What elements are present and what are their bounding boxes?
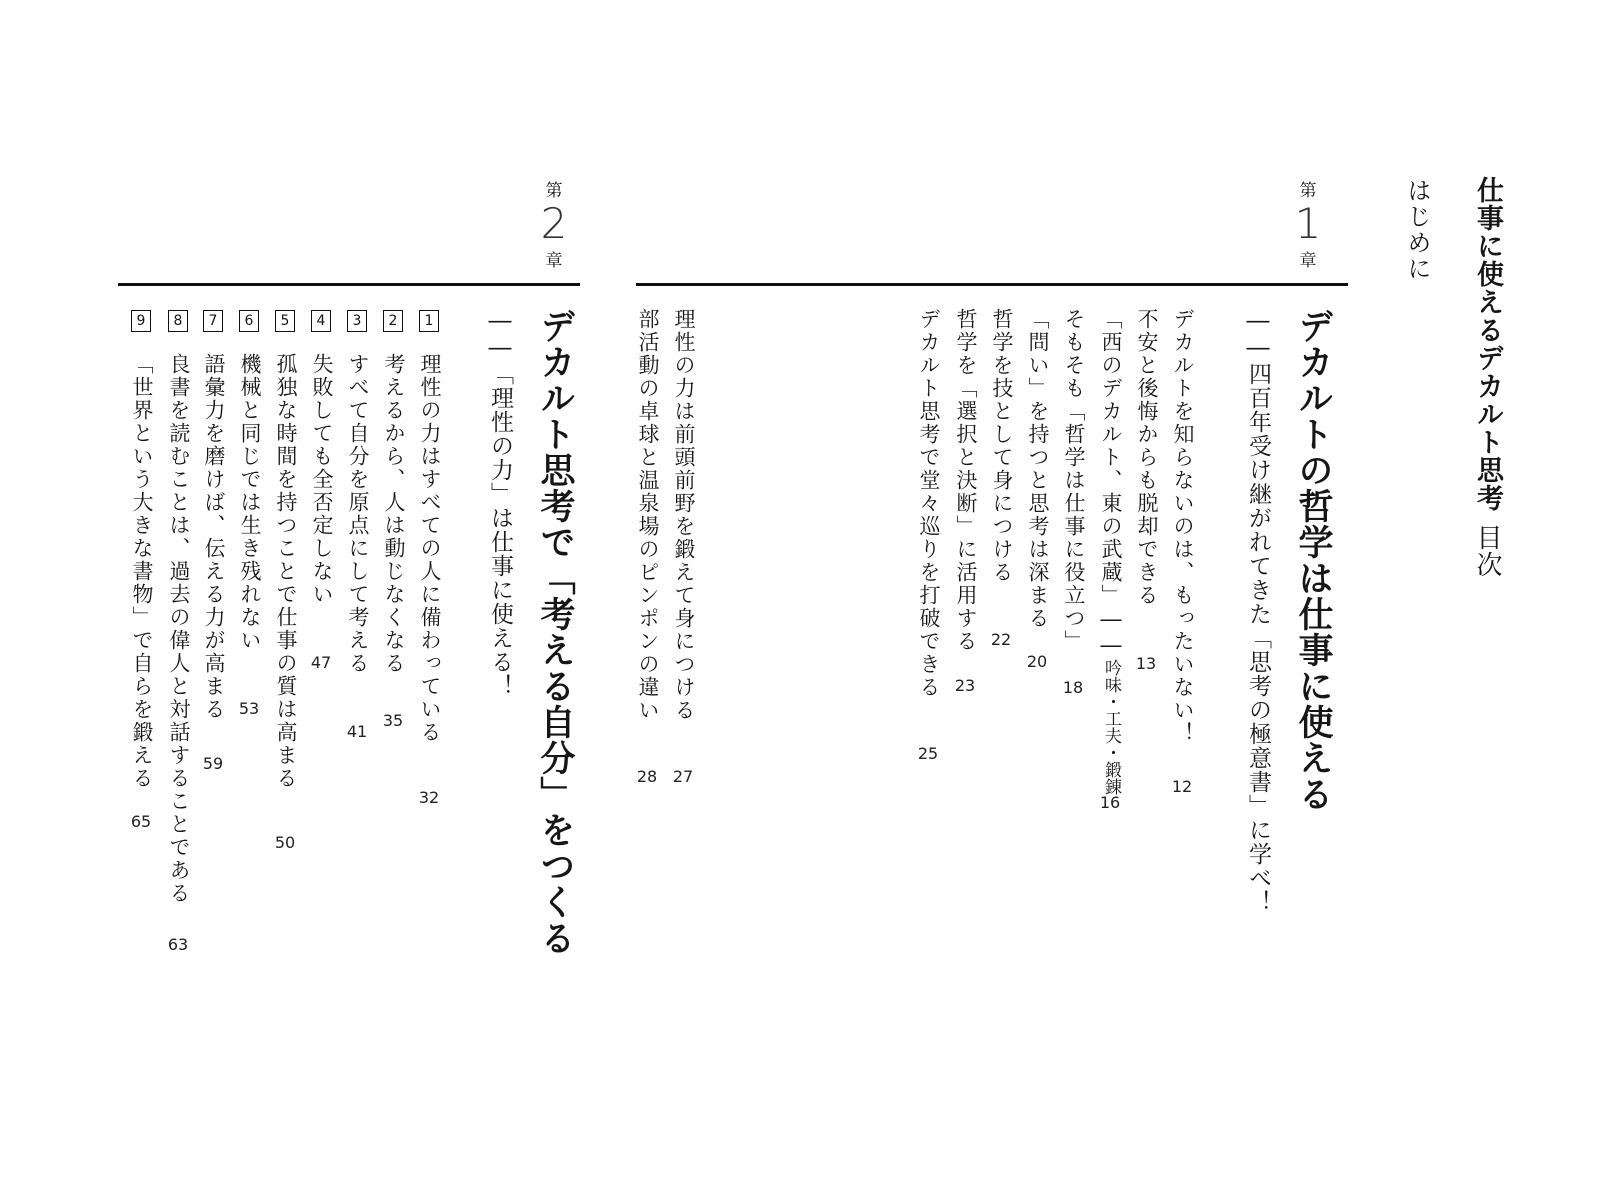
chapter2-section-number: 9 [131, 310, 151, 332]
chapter1-section-title-text: 哲学を「選択と決断」に活用する [954, 308, 978, 653]
chapter1-number: 1 [1294, 199, 1322, 248]
chapter2-page-number: 35 [382, 711, 404, 730]
chapter1-title[interactable]: デカルトの哲学は仕事に使える [1293, 308, 1333, 812]
chapter2-section-number: 1 [419, 310, 439, 332]
chapter1-section-title-text: デカルトを知らないのは、もったいない！ [1171, 308, 1195, 745]
chapter1-section-title-text: そもそも「哲学は仕事に役立つ」 [1062, 308, 1086, 653]
chapter1-section-title-text: 部活動の卓球と温泉場のピンポンの違い [636, 308, 660, 722]
chapter2-page-number: 41 [346, 722, 368, 741]
chapter2-section-title-text: 「世界という大きな書物」で自らを鍛える [130, 353, 154, 790]
chapter2-section-title-text: 機械と同じでは生き残れない [238, 353, 262, 652]
chapter2-section-number: 6 [239, 310, 259, 332]
chapter2-number: 2 [540, 199, 568, 248]
book-title-text: 仕事に使えるデカルト思考 [1472, 176, 1503, 512]
chapter1-section-title[interactable] [1136, 308, 1157, 607]
chapter1-section-title[interactable] [991, 308, 1012, 584]
chapter1-section-title[interactable] [918, 308, 939, 699]
chapter1-section-title[interactable] [673, 308, 694, 722]
chapter1-page-number: 22 [990, 630, 1012, 649]
chapter1-section-title[interactable] [1100, 308, 1121, 795]
chapter2-section-title[interactable] [203, 353, 224, 721]
chapter2-page-number: 47 [310, 653, 332, 672]
chapter2-title[interactable]: デカルト思考で「考える自分」をつくる [535, 308, 575, 956]
chapter2-section-number: 3 [347, 310, 367, 332]
chapter2-section-number: 7 [203, 310, 223, 332]
chapter1-section-title-text: 「西のデカルト、東の武蔵」―― [1099, 308, 1123, 659]
chapter2-sho: 章 [545, 251, 563, 271]
chapter2-section-title-text: 語彙力を磨けば、伝える力が高まる [202, 353, 226, 721]
chapter1-section-title[interactable] [1063, 308, 1084, 653]
chapter2-section-title-text: すべて自分を原点にして考える [346, 353, 370, 675]
chapter2-dai: 第 [545, 181, 563, 201]
chapter2-page-number: 63 [167, 935, 189, 954]
chapter2-page-number: 59 [202, 754, 224, 773]
chapter2-section-title[interactable] [419, 353, 440, 744]
chapter1-sho: 章 [1299, 251, 1317, 271]
chapter2-page-number: 50 [274, 833, 296, 852]
chapter1-page-number: 20 [1026, 652, 1048, 671]
chapter1-page-number: 16 [1099, 793, 1121, 812]
chapter2-section-title-text: 失敗しても全否定しない [310, 353, 334, 606]
chapter1-section-title-extra: 吟味・工夫・鍛錬 [1101, 659, 1121, 795]
chapter2-section-number: 2 [383, 310, 403, 332]
chapter2-section-title[interactable] [239, 353, 260, 652]
chapter2-section-title-text: 理性の力はすべての人に備わっている [418, 353, 442, 744]
chapter1-section-title[interactable] [1027, 308, 1048, 630]
chapter1-section-title-text: 理性の力は前頭前野を鍛えて身につける [672, 308, 696, 722]
chapter2-page-number: 65 [130, 812, 152, 831]
chapter1-rule [636, 283, 1348, 286]
chapter1-dai: 第 [1299, 181, 1317, 201]
chapter1-section-title[interactable] [637, 308, 658, 722]
toc-label: 目次 [1472, 524, 1502, 578]
chapter2-section-number: 8 [168, 310, 188, 332]
chapter2-section-title-text: 孤独な時間を持つことで仕事の質は高まる [274, 353, 298, 790]
chapter2-section-title-text: 考えるから、人は動じなくなる [382, 353, 406, 675]
chapter2-section-title-text: 良書を読むことは、過去の偉人と対話することである [167, 353, 191, 905]
chapter1-section-title[interactable] [1172, 308, 1193, 745]
chapter1-subtitle: ――四百年受け継がれてきた「思考の極意書」に学べ！ [1245, 308, 1271, 914]
chapter1-section-title-text: 哲学を技として身につける [990, 308, 1014, 584]
chapter1-section-title[interactable] [955, 308, 976, 653]
chapter1-page-number: 27 [672, 767, 694, 786]
chapter1-page-number: 23 [954, 676, 976, 695]
chapter1-section-title-text: 不安と後悔からも脱却できる [1135, 308, 1159, 607]
chapter2-rule [118, 283, 580, 286]
chapter2-subtitle: ――「理性の力」は仕事に使える！ [487, 308, 513, 698]
chapter2-section-title[interactable] [383, 353, 404, 675]
chapter2-section-title[interactable] [131, 353, 152, 790]
chapter1-page-number: 25 [917, 744, 939, 763]
chapter1-section-title-text: 「問い」を持つと思考は深まる [1026, 308, 1050, 630]
chapter2-page-number: 32 [418, 788, 440, 807]
chapter2-section-title[interactable] [275, 353, 296, 790]
chapter2-section-title[interactable] [311, 353, 332, 606]
chapter2-page-number: 53 [238, 699, 260, 718]
book-title [1468, 176, 1507, 578]
chapter2-section-title[interactable] [168, 353, 189, 905]
intro-entry[interactable]: はじめに [1403, 178, 1431, 282]
chapter1-page-number: 18 [1062, 678, 1084, 697]
chapter2-section-number: 5 [275, 310, 295, 332]
chapter2-section-title[interactable] [347, 353, 368, 675]
chapter1-page-number: 13 [1135, 654, 1157, 673]
chapter2-section-number: 4 [311, 310, 331, 332]
chapter1-page-number: 28 [636, 767, 658, 786]
chapter1-section-title-text: デカルト思考で堂々巡りを打破できる [917, 308, 941, 699]
chapter1-page-number: 12 [1171, 777, 1193, 796]
